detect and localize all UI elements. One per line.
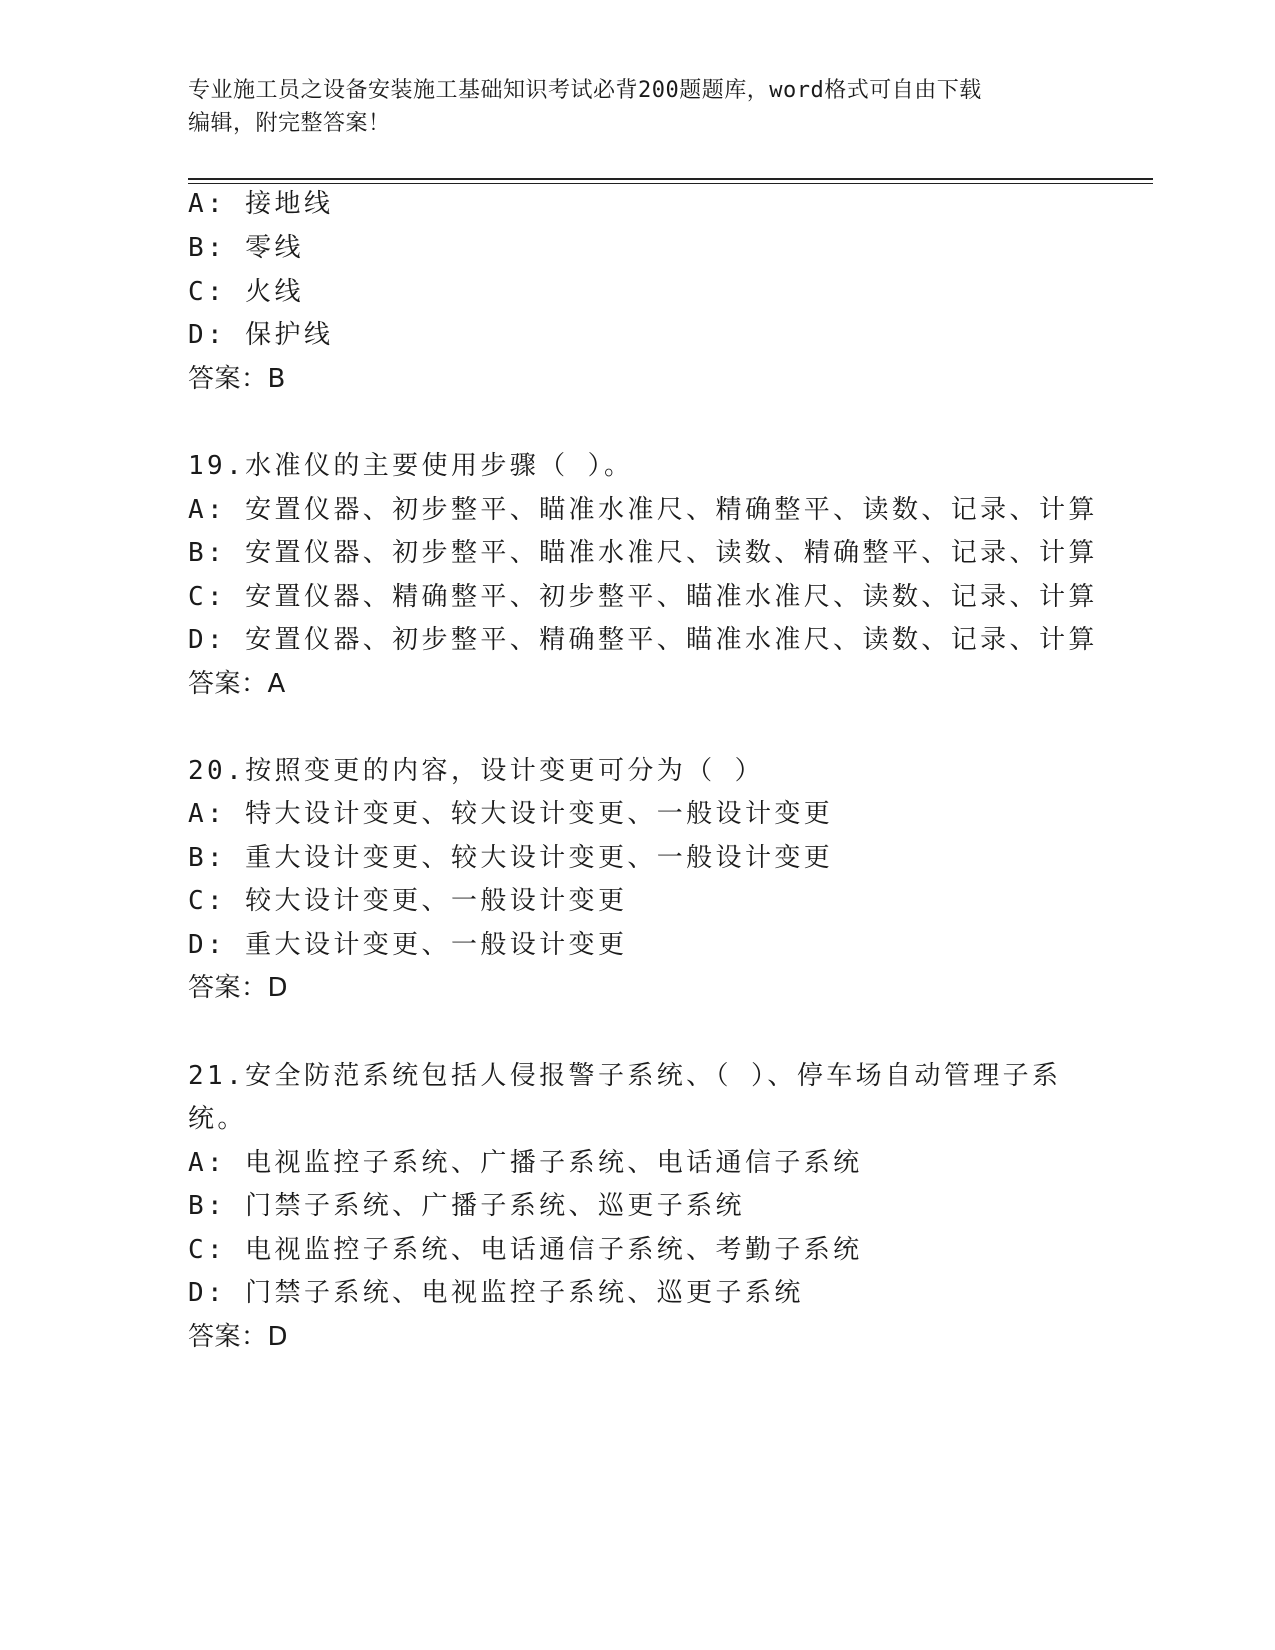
q21-option-a: A: 电视监控子系统、广播子系统、电话通信子系统: [188, 1148, 863, 1178]
q18-option-c: C: 火线: [188, 277, 304, 307]
q21-option-d: D: 门禁子系统、电视监控子系统、巡更子系统: [188, 1278, 804, 1308]
q21-option-c: C: 电视监控子系统、电话通信子系统、考勤子系统: [188, 1235, 863, 1265]
header-divider: [188, 178, 1153, 184]
q21-option-b: B: 门禁子系统、广播子系统、巡更子系统: [188, 1191, 745, 1221]
header-line-2: 编辑，附完整答案！: [188, 111, 391, 136]
q21-stem-line-1: 21.安全防范系统包括人侵报警子系统、（ ）、停车场自动管理子系: [188, 1061, 1062, 1091]
q20-stem: 20.按照变更的内容，设计变更可分为（ ）: [188, 756, 765, 786]
q18-option-a: A: 接地线: [188, 189, 334, 219]
q19-option-b: B: 安置仪器、初步整平、瞄准水准尺、读数、精确整平、记录、计算: [188, 538, 1098, 568]
q20-option-d: D: 重大设计变更、一般设计变更: [188, 930, 628, 960]
q18-option-b: B: 零线: [188, 233, 304, 263]
header-line-1: 专业施工员之设备安装施工基础知识考试必背200题题库，word格式可自由下载: [188, 78, 982, 103]
q20-answer: 答案：D: [188, 973, 289, 1003]
q21-answer: 答案：D: [188, 1322, 289, 1352]
q19-option-d: D: 安置仪器、初步整平、精确整平、瞄准水准尺、读数、记录、计算: [188, 625, 1098, 655]
q21-stem-line-2: 统。: [188, 1104, 247, 1134]
q20-option-a: A: 特大设计变更、较大设计变更、一般设计变更: [188, 799, 834, 829]
q19-answer: 答案：A: [188, 669, 286, 699]
q20-option-b: B: 重大设计变更、较大设计变更、一般设计变更: [188, 843, 834, 873]
q20-option-c: C: 较大设计变更、一般设计变更: [188, 886, 628, 916]
q19-option-c: C: 安置仪器、精确整平、初步整平、瞄准水准尺、读数、记录、计算: [188, 582, 1098, 612]
q18-option-d: D: 保护线: [188, 320, 334, 350]
q19-option-a: A: 安置仪器、初步整平、瞄准水准尺、精确整平、读数、记录、计算: [188, 495, 1098, 525]
document-header: [188, 74, 1088, 140]
q19-stem: 19.水准仪的主要使用步骤（ ）。: [188, 451, 634, 481]
q18-answer: 答案：B: [188, 364, 286, 394]
